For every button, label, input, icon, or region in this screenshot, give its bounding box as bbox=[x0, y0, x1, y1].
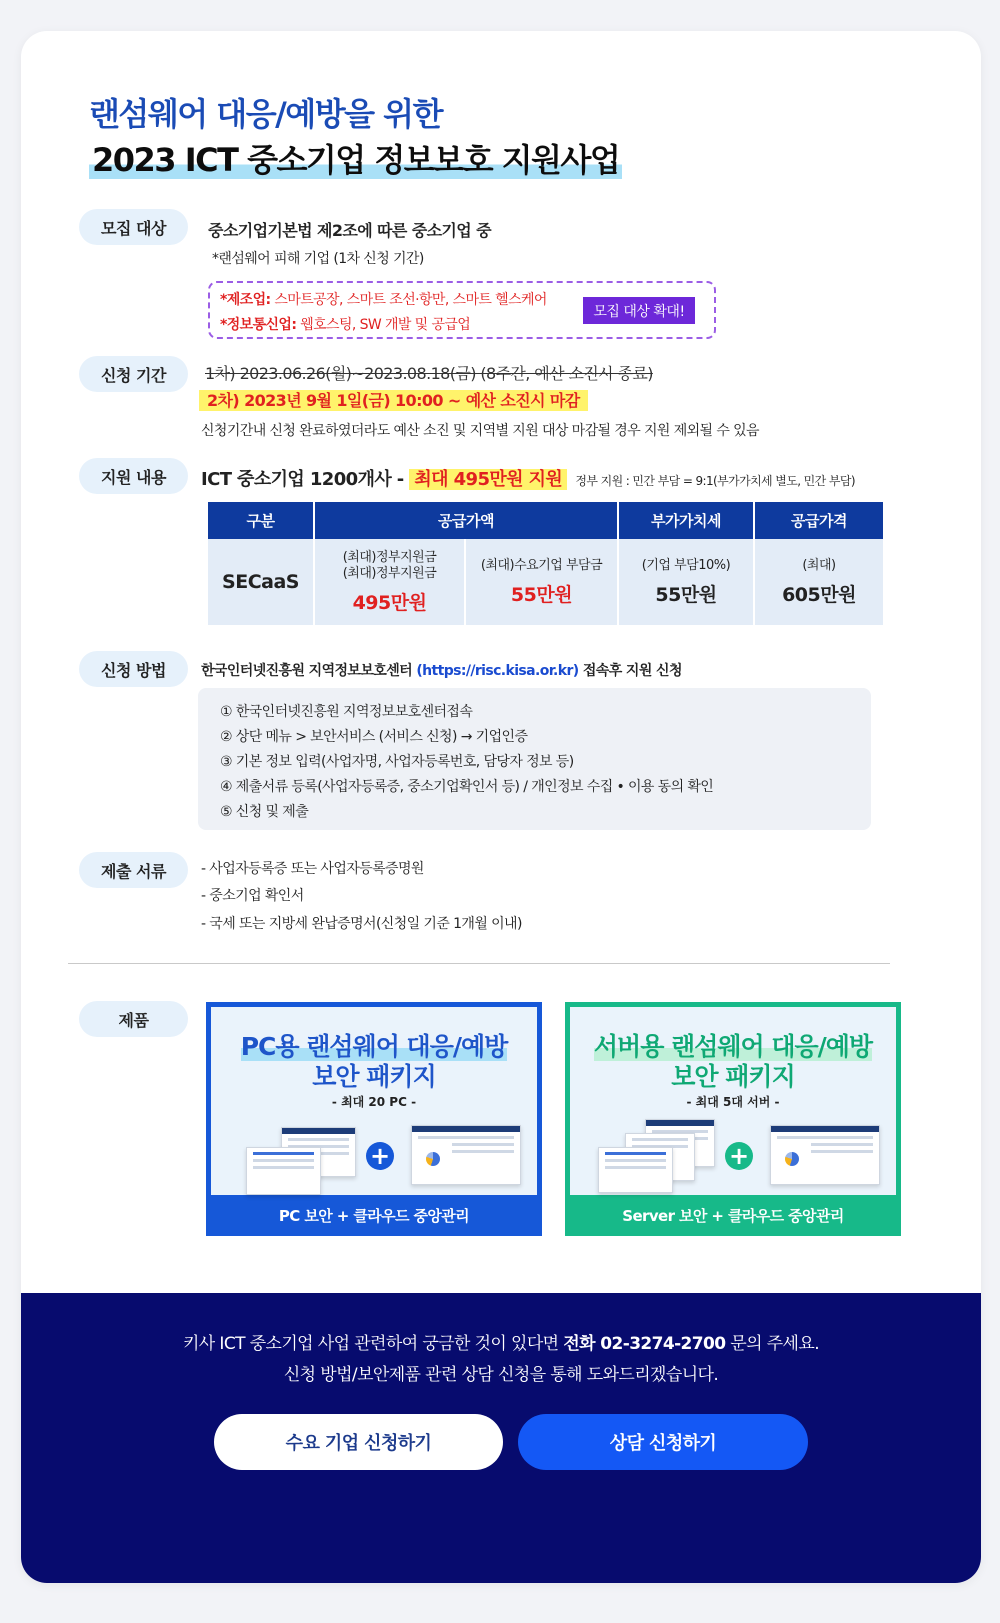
footer-line1-suffix: 문의 주세요. bbox=[725, 1334, 820, 1354]
cell-vat bbox=[618, 539, 754, 625]
title-line2-text: 2023 ICT 중소기업 정보보호 지원사업 bbox=[89, 141, 622, 179]
recruit-main: 중소기업기본법 제2조에 따른 중소기업 중 bbox=[208, 221, 491, 240]
main-card bbox=[21, 31, 981, 1583]
method-intro-prefix: 한국인터넷진흥원 지역정보보호센터 bbox=[201, 663, 417, 679]
label-method: 신청 방법 bbox=[79, 651, 188, 687]
label-recruit: 모집 대상 bbox=[79, 209, 188, 245]
manufacturing-text: 스마트공장, 스마트 조선·항만, 스마트 헬스케어 bbox=[270, 292, 547, 308]
doc-item: - 사업자등록증 또는 사업자등록증명원 bbox=[201, 861, 424, 877]
doc-item: - 국세 또는 지방세 완납증명서(신청일 기준 1개월 이내) bbox=[201, 916, 522, 932]
footer-line1 bbox=[21, 1329, 981, 1354]
method-intro-suffix: 접속후 지원 신청 bbox=[578, 663, 682, 679]
method-step: ③ 기본 정보 입력(사업자명, 사업자등록번호, 담당자 정보 등) bbox=[220, 754, 574, 770]
label-products: 제품 bbox=[79, 1001, 188, 1037]
product-card-server[interactable] bbox=[565, 1002, 901, 1236]
ict-text: 웹호스팅, SW 개발 및 공급업 bbox=[296, 317, 471, 333]
gov-small: (최대)정부지원금 (최대)정부지원금 bbox=[342, 549, 437, 581]
support-ratio-note: 정부 지원 : 민간 부담 = 9:1(부가가치세 별도, 민간 부담) bbox=[575, 474, 855, 488]
method-step: ④ 제출서류 등록(사업자등록증, 중소기업확인서 등) / 개인정보 수집 • 이용 동의 확인 bbox=[220, 779, 714, 795]
recruit-manufacturing bbox=[220, 289, 547, 309]
label-period: 신청 기간 bbox=[79, 356, 188, 392]
th-supply-amount: 공급가액 bbox=[314, 502, 618, 539]
product-server-title-line1: 서버용 랜섬웨어 대응/예방 bbox=[593, 1032, 873, 1061]
support-headline-prefix: ICT 중소기업 1200개사 - bbox=[201, 469, 410, 490]
consult-button[interactable]: 상담 신청하기 bbox=[518, 1414, 808, 1470]
dashboard-screenshot bbox=[770, 1125, 880, 1185]
product-server-visual bbox=[570, 1007, 896, 1195]
screenshot-image bbox=[246, 1147, 321, 1195]
product-server-sub: - 최대 5대 서버 - bbox=[686, 1095, 780, 1109]
expand-badge: 모집 대상 확대! bbox=[583, 297, 695, 324]
user-small: (최대)수요기업 부담금 bbox=[480, 557, 603, 573]
method-step: ⑤ 신청 및 제출 bbox=[220, 804, 309, 820]
gov-value: 495만원 bbox=[352, 591, 427, 614]
period-second-wrap bbox=[199, 388, 588, 411]
method-intro bbox=[201, 660, 682, 680]
plus-icon: + bbox=[725, 1142, 753, 1170]
table-row bbox=[208, 539, 883, 625]
apply-button[interactable]: 수요 기업 신청하기 bbox=[214, 1414, 503, 1470]
period-first: 1차) 2023.06.26(월)~2023.08.18(금) (8주간, 예산 소진시 종료) bbox=[205, 364, 653, 383]
method-steps-box bbox=[198, 688, 871, 830]
cell-user bbox=[465, 539, 618, 625]
recruit-sub: *랜섬웨어 피해 기업 (1차 신청 기간) bbox=[212, 251, 424, 267]
label-documents: 제출 서류 bbox=[79, 852, 188, 888]
label-support: 지원 내용 bbox=[79, 458, 188, 494]
product-card-pc[interactable] bbox=[206, 1002, 542, 1236]
th-category: 구분 bbox=[208, 502, 314, 539]
title-line1: 랜섬웨어 대응/예방을 위한 bbox=[89, 95, 443, 133]
product-server-footer: Server 보안 + 클라우드 중앙관리 bbox=[622, 1207, 844, 1225]
support-highlight: 최대 495만원 지원 bbox=[409, 469, 567, 490]
method-link[interactable]: (https://risc.kisa.or.kr) bbox=[416, 663, 579, 679]
doc-item: - 중소기업 확인서 bbox=[201, 888, 304, 904]
footer-line1-prefix: 키사 ICT 중소기업 사업 관련하여 궁금한 것이 있다면 bbox=[182, 1334, 564, 1354]
vat-value: 55만원 bbox=[655, 583, 717, 606]
th-vat: 부가가치세 bbox=[618, 502, 754, 539]
recruit-expanded-box bbox=[208, 281, 716, 339]
section-divider bbox=[68, 963, 890, 964]
plus-icon: + bbox=[366, 1142, 394, 1170]
manufacturing-label: *제조업: bbox=[220, 292, 271, 308]
product-server-title-line2: 보안 패키지 bbox=[671, 1062, 795, 1091]
support-headline bbox=[201, 465, 855, 491]
th-supply-price: 공급가격 bbox=[754, 502, 883, 539]
support-table bbox=[208, 502, 883, 625]
ict-label: *정보통신업: bbox=[220, 317, 297, 333]
product-pc-title-line1: PC용 랜섬웨어 대응/예방 bbox=[240, 1032, 508, 1061]
dashboard-screenshot bbox=[411, 1125, 521, 1185]
user-value: 55만원 bbox=[510, 583, 573, 606]
title-line2 bbox=[89, 135, 622, 181]
contact-footer bbox=[21, 1293, 981, 1583]
price-small: (최대) bbox=[802, 557, 836, 573]
cell-price bbox=[754, 539, 883, 625]
product-pc-title-line2: 보안 패키지 bbox=[312, 1062, 436, 1091]
vat-small: (기업 부담10%) bbox=[641, 557, 731, 573]
product-pc-footer: PC 보안 + 클라우드 중앙관리 bbox=[278, 1207, 470, 1225]
product-pc-visual bbox=[211, 1007, 537, 1195]
cell-gov bbox=[314, 539, 465, 625]
cell-secaas: SECaaS bbox=[208, 539, 314, 625]
footer-phone: 전화 02-3274-2700 bbox=[563, 1334, 726, 1354]
footer-line2: 신청 방법/보안제품 관련 상담 신청을 통해 도와드리겠습니다. bbox=[283, 1365, 719, 1385]
product-pc-sub: - 최대 20 PC - bbox=[331, 1095, 417, 1109]
period-note: 신청기간내 신청 완료하였더라도 예산 소진 및 지역별 지원 대상 마감될 경우 지원 제외될 수 있음 bbox=[201, 423, 759, 439]
recruit-ict bbox=[220, 314, 470, 334]
method-step: ② 상단 메뉴 > 보안서비스 (서비스 신청) → 기업인증 bbox=[220, 729, 528, 745]
price-value: 605만원 bbox=[782, 583, 856, 606]
screenshot-image bbox=[598, 1147, 673, 1193]
method-step: ① 한국인터넷진흥원 지역정보보호센터접속 bbox=[220, 704, 473, 720]
period-second: 2차) 2023년 9월 1일(금) 10:00 ~ 예산 소진시 마감 bbox=[199, 390, 588, 411]
